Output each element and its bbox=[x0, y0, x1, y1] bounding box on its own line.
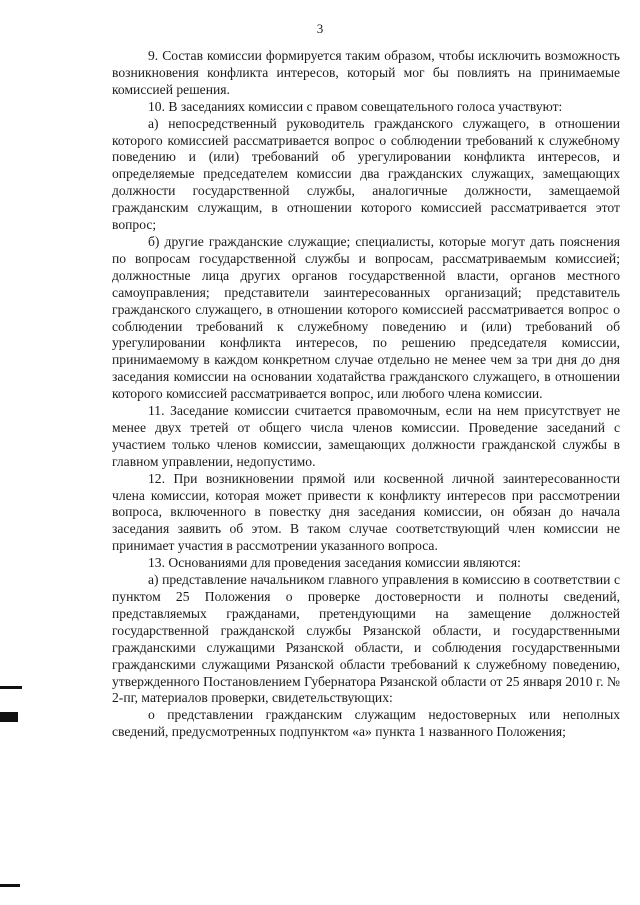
paragraph-13a: а) представление начальником главного управления в комиссию в соответствии с пунктом 25 Положения о проверке достоверности и полноты сведений, представляемых гражданами, претендующими на замещение должностей государственной гражданской службы Рязанской области, и государственными гражданскими служащими Рязанской области, и соблюдения государственными гражданскими служащими Рязанской области требований к служебному поведению, утвержденного Постановлением Губернатора Рязанской области от 25 января 2010 г. № 2-пг, материалов проверки, свидетельствующих: bbox=[112, 572, 620, 706]
paragraph-13a-item: о представлении гражданским служащим недостоверных или неполных сведений, предусмотренных подпунктом «а» пункта 1 названного Положения; bbox=[112, 707, 620, 740]
document-body bbox=[112, 48, 620, 741]
page-number: 3 bbox=[316, 21, 324, 36]
scan-edge-mark bbox=[0, 884, 20, 887]
paragraph-9: 9. Состав комиссии формируется таким образом, чтобы исключить возможность возникновения конфликта интересов, который мог бы повлиять на принимаемые комиссией решения. bbox=[112, 48, 620, 97]
scan-edge-mark bbox=[0, 712, 18, 722]
paragraph-12: 12. При возникновении прямой или косвенной личной заинтересованности члена комиссии, которая может привести к конфликту интересов при рассмотрении вопроса, включенного в повестку дня заседания комиссии, он обязан до начала заседания заявить об этом. В таком случае соответствующий член комиссии не принимает участия в рассмотрении указанного вопроса. bbox=[112, 470, 620, 554]
paragraph-10: 10. В заседаниях комиссии с правом совещательного голоса участвуют: bbox=[148, 98, 563, 114]
paragraph-10b: б) другие гражданские служащие; специалисты, которые могут дать пояснения по вопросам государственной службы и вопросам, рассматриваемым комиссией; должностные лица других органов государственной власти, органов местного самоуправления; представители заинтересованных организаций; представитель гражданского служащего, в отношении которого комиссией рассматривается вопрос о соблюдении требований к служебному поведению и (или) требований об урегулировании конфликта интересов, по решению председателя комиссии, принимаемому в каждом конкретном случае отдельно не менее чем за три дня до дня заседания комиссии на основании ходатайства гражданского служащего, в отношении которого комиссией рассматривается вопрос, или любого члена комиссии. bbox=[112, 233, 620, 402]
paragraph-10a: а) непосредственный руководитель гражданского служащего, в отношении которого комиссией рассматривается вопрос о соблюдении требований к служебному поведению и (или) требований об урегулировании конфликта интересов, и определяемые председателем комиссии два гражданских служащих, замещающих должности государственной службы, аналогичные должности, замещаемой гражданским служащим, в отношении которого комиссией рассматривается этот вопрос; bbox=[112, 115, 620, 233]
paragraph-11: 11. Заседание комиссии считается правомочным, если на нем присутствует не менее двух третей от общего числа членов комиссии. Проведение заседаний с участием только членов комиссии, замещающих должности гражданской службы в главном управлении, недопустимо. bbox=[112, 403, 620, 469]
paragraph-13: 13. Основаниями для проведения заседания комиссии являются: bbox=[148, 555, 521, 571]
scan-edge-mark bbox=[0, 686, 22, 689]
